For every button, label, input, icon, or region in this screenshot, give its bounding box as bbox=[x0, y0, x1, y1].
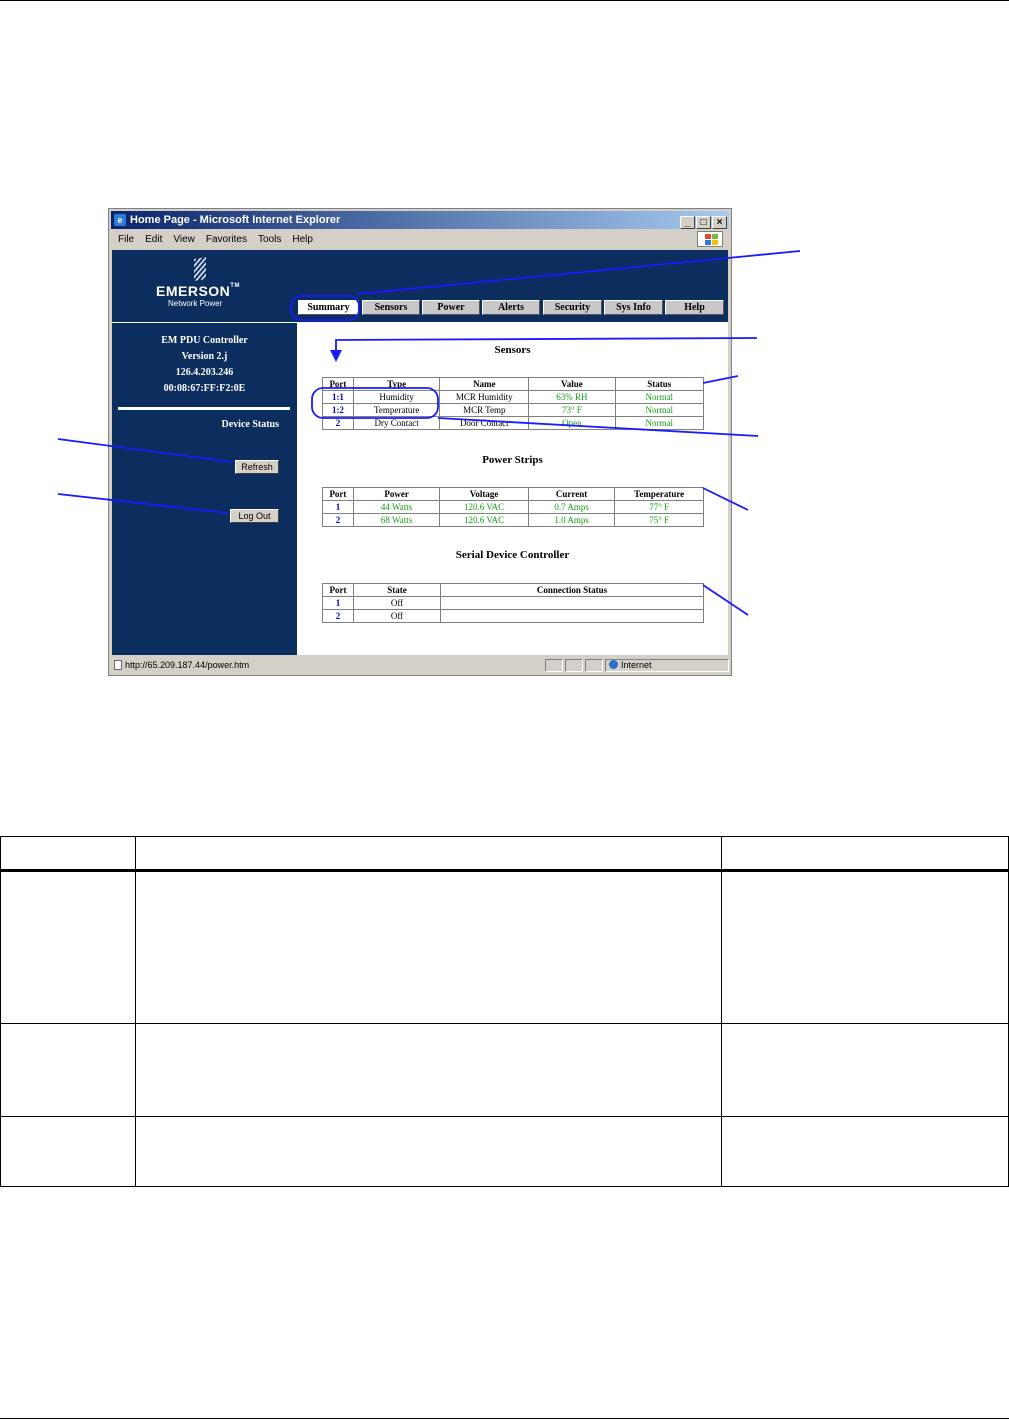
close-button[interactable]: × bbox=[712, 216, 727, 229]
menu-bar bbox=[111, 230, 729, 249]
table-cell bbox=[722, 871, 1009, 1024]
col-name: Name bbox=[440, 378, 529, 391]
menu-edit[interactable]: Edit bbox=[145, 234, 163, 245]
description-table bbox=[0, 836, 1009, 1187]
table-header-row bbox=[1, 837, 1009, 871]
power-current: 0.7 Amps bbox=[528, 501, 614, 514]
serial-state: Off bbox=[354, 597, 441, 610]
sensor-value: 73° F bbox=[529, 404, 615, 417]
windows-logo-icon bbox=[697, 231, 723, 247]
menu-favorites[interactable]: Favorites bbox=[205, 234, 247, 245]
power-watts: 68 Watts bbox=[353, 514, 439, 527]
status-url: http://65.209.187.44/power.htm bbox=[125, 660, 250, 670]
col-state: State bbox=[354, 584, 441, 597]
serial-connection-status bbox=[441, 597, 704, 610]
serial-port-link[interactable]: 2 bbox=[323, 610, 354, 623]
device-status-label: Device Status bbox=[221, 419, 279, 430]
sensor-type: Dry Contact bbox=[353, 417, 440, 430]
zone-cell bbox=[605, 659, 729, 672]
sensor-name: Door Contact bbox=[440, 417, 529, 430]
col-voltage: Voltage bbox=[440, 488, 529, 501]
menu-file[interactable]: File bbox=[118, 234, 135, 245]
power-temperature: 77° F bbox=[615, 501, 704, 514]
serial-controller-title: Serial Device Controller bbox=[455, 549, 570, 561]
sensor-status: Normal bbox=[615, 391, 703, 404]
power-watts: 44 Watts bbox=[353, 501, 439, 514]
table-row bbox=[323, 404, 704, 417]
sensor-name: MCR Humidity bbox=[440, 391, 529, 404]
ie-icon: e bbox=[114, 214, 126, 226]
sensor-port-link[interactable]: 2 bbox=[323, 417, 354, 430]
sensors-table bbox=[322, 377, 704, 430]
table-cell bbox=[136, 837, 722, 871]
menu-tools[interactable]: Tools bbox=[257, 234, 282, 245]
table-cell bbox=[1, 837, 136, 871]
table-row bbox=[323, 417, 704, 430]
power-port-link[interactable]: 2 bbox=[323, 514, 354, 527]
status-cell bbox=[585, 659, 603, 672]
power-voltage: 120.6 VAC bbox=[440, 501, 529, 514]
page-icon bbox=[114, 660, 122, 670]
table-header-row bbox=[323, 584, 704, 597]
tab-security[interactable]: Security bbox=[543, 300, 602, 315]
device-version: Version 2.j bbox=[181, 351, 228, 362]
sensor-status: Normal bbox=[615, 404, 703, 417]
col-value: Value bbox=[529, 378, 615, 391]
globe-icon bbox=[609, 660, 618, 669]
col-temperature: Temperature bbox=[615, 488, 704, 501]
table-row bbox=[323, 391, 704, 404]
page-header bbox=[112, 250, 728, 322]
table-cell bbox=[722, 1024, 1009, 1117]
zone-label: Internet bbox=[621, 660, 652, 670]
table-cell bbox=[1, 871, 136, 1024]
power-port-link[interactable]: 1 bbox=[323, 501, 354, 514]
serial-state: Off bbox=[354, 610, 441, 623]
window-title: Home Page - Microsoft Internet Explorer bbox=[130, 214, 341, 226]
sensor-name: MCR Temp bbox=[440, 404, 529, 417]
table-header-row bbox=[323, 378, 704, 391]
table-row bbox=[1, 1024, 1009, 1117]
device-ip: 126.4.203.246 bbox=[175, 367, 234, 378]
table-cell bbox=[136, 1117, 722, 1187]
menu-view[interactable]: View bbox=[173, 234, 195, 245]
logo-wordmark: EMERSON™ bbox=[156, 283, 240, 299]
table-row bbox=[323, 501, 704, 514]
sensor-port-link[interactable]: 1:2 bbox=[323, 404, 354, 417]
serial-port-link[interactable]: 1 bbox=[323, 597, 354, 610]
col-type: Type bbox=[353, 378, 440, 391]
table-row bbox=[1, 871, 1009, 1024]
sensors-title: Sensors bbox=[494, 344, 531, 356]
tab-help[interactable]: Help bbox=[665, 300, 724, 315]
col-status: Status bbox=[615, 378, 703, 391]
table-row bbox=[323, 514, 704, 527]
sensor-port-link[interactable]: 1:1 bbox=[323, 391, 354, 404]
refresh-button[interactable]: Refresh bbox=[235, 460, 279, 474]
table-row bbox=[323, 610, 704, 623]
col-port: Port bbox=[323, 378, 354, 391]
tab-power[interactable]: Power bbox=[422, 300, 480, 315]
status-cell bbox=[545, 659, 563, 672]
device-name: EM PDU Controller bbox=[161, 335, 248, 346]
sensor-value: Open bbox=[529, 417, 615, 430]
sidebar-divider bbox=[118, 407, 290, 410]
sensor-status: Normal bbox=[615, 417, 703, 430]
emerson-logo-icon bbox=[194, 257, 206, 281]
status-bar bbox=[111, 658, 729, 673]
sensor-value: 63% RH bbox=[529, 391, 615, 404]
log-out-button[interactable]: Log Out bbox=[230, 509, 279, 523]
col-power: Power bbox=[353, 488, 439, 501]
col-connection-status: Connection Status bbox=[441, 584, 704, 597]
power-voltage: 120.6 VAC bbox=[440, 514, 529, 527]
tab-sys-info[interactable]: Sys Info bbox=[604, 300, 663, 315]
browser-window bbox=[108, 208, 732, 676]
col-port: Port bbox=[323, 584, 354, 597]
table-cell bbox=[722, 837, 1009, 871]
page-top-rule bbox=[0, 0, 1009, 1]
maximize-button[interactable]: □ bbox=[696, 216, 711, 229]
serial-connection-status bbox=[441, 610, 704, 623]
table-cell bbox=[136, 871, 722, 1024]
power-current: 1.0 Amps bbox=[528, 514, 614, 527]
tab-sensors[interactable]: Sensors bbox=[362, 300, 420, 315]
power-strips-title: Power Strips bbox=[482, 454, 543, 466]
col-port: Port bbox=[323, 488, 354, 501]
page-bottom-rule bbox=[0, 1418, 1009, 1419]
tab-summary[interactable]: Summary bbox=[298, 300, 359, 315]
sidebar bbox=[112, 323, 297, 655]
main-panel bbox=[297, 323, 728, 655]
power-temperature: 75° F bbox=[615, 514, 704, 527]
sensor-type: Humidity bbox=[353, 391, 440, 404]
sensor-type: Temperature bbox=[353, 404, 440, 417]
minimize-button[interactable]: _ bbox=[680, 216, 695, 229]
table-cell bbox=[722, 1117, 1009, 1187]
table-row bbox=[323, 597, 704, 610]
browser-content bbox=[112, 250, 728, 655]
table-cell bbox=[136, 1024, 722, 1117]
tab-alerts[interactable]: Alerts bbox=[482, 300, 540, 315]
table-cell bbox=[1, 1024, 136, 1117]
col-current: Current bbox=[528, 488, 614, 501]
status-cell bbox=[565, 659, 583, 672]
serial-controller-table bbox=[322, 583, 704, 623]
device-mac: 00:08:67:FF:F2:0E bbox=[163, 383, 246, 394]
table-header-row bbox=[323, 488, 704, 501]
table-cell bbox=[1, 1117, 136, 1187]
table-row bbox=[1, 1117, 1009, 1187]
logo-subtitle: Network Power bbox=[168, 299, 223, 308]
menu-help[interactable]: Help bbox=[292, 234, 313, 245]
power-strips-table bbox=[322, 487, 704, 527]
title-bar bbox=[111, 211, 729, 229]
